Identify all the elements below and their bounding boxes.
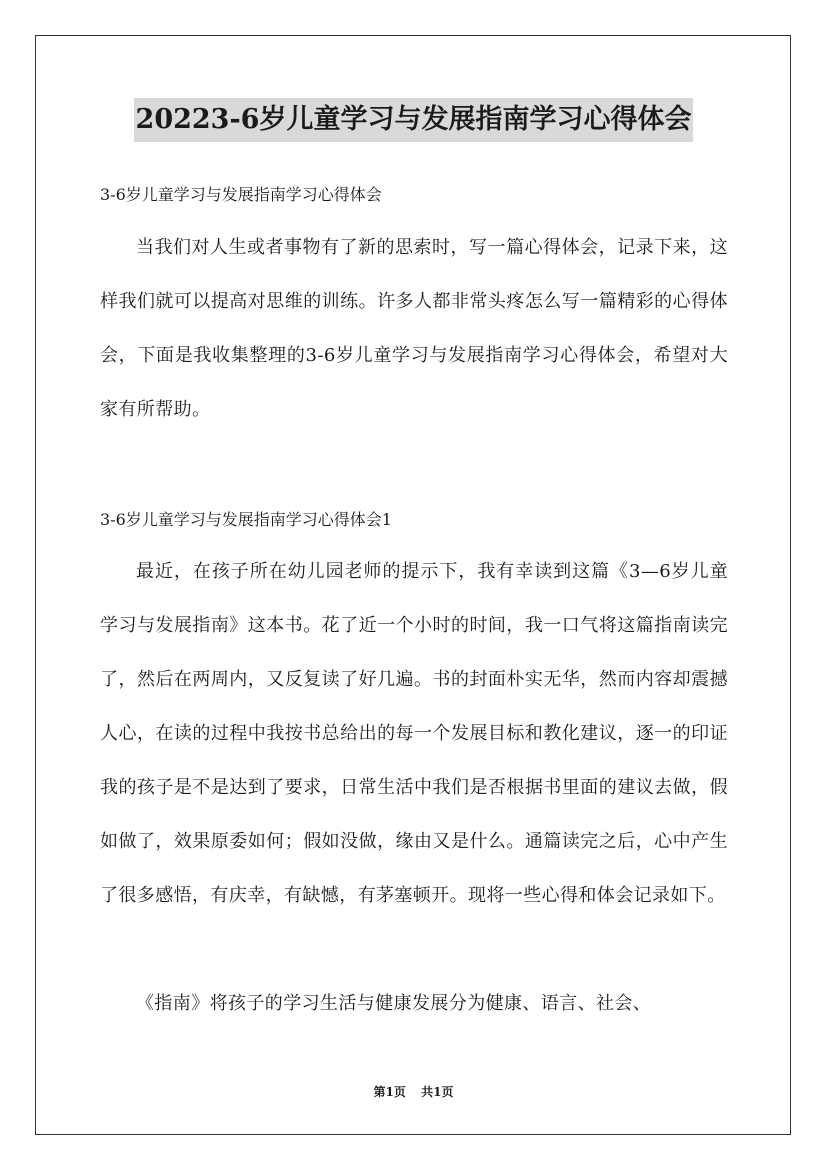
section1-paragraph-1: 最近，在孩子所在幼儿园老师的提示下，我有幸读到这篇《3—6岁儿童学习与发展指南》这本书。花了近一个小时的时间，我一口气将这篇指南读完了，然后在两周内，又反复读了好几遍。书的封面朴实无华，然而内容却震撼人心，在读的过程中我按书总给出的每一个发展目标和教化建议，逐一的印证我的孩子是不是达到了要求，日常生活中我们是否根据书里面的建议去做，假如做了，效果原委如何；假如没做，缘由又是什么。通篇读完之后，心中产生了很多感悟，有庆幸，有缺憾，有茅塞顿开。现将一些心得和体会记录如下。 [100,561,728,906]
section-heading-1: 3-6岁儿童学习与发展指南学习心得体会1 [100,510,392,529]
intro-paragraph: 当我们对人生或者事物有了新的思索时，写一篇心得体会，记录下来，这样我们就可以提高对思维的训练。许多人都非常头疼怎么写一篇精彩的心得体会，下面是我收集整理的3-6岁儿童学习与发展指南学习心得体会，希望对大家有所帮助。 [100,237,728,420]
subtitle: 3-6岁儿童学习与发展指南学习心得体会 [100,185,382,204]
total-pages: 共1页 [421,1085,454,1099]
title-container [0,98,827,142]
section1-paragraph-2: 《指南》将孩子的学习生活与健康发展分为健康、语言、社会、 [136,993,652,1014]
page-footer [0,1083,827,1100]
document-title: 20223-6岁儿童学习与发展指南学习心得体会 [134,98,694,142]
page-number: 第1页 [373,1085,406,1099]
